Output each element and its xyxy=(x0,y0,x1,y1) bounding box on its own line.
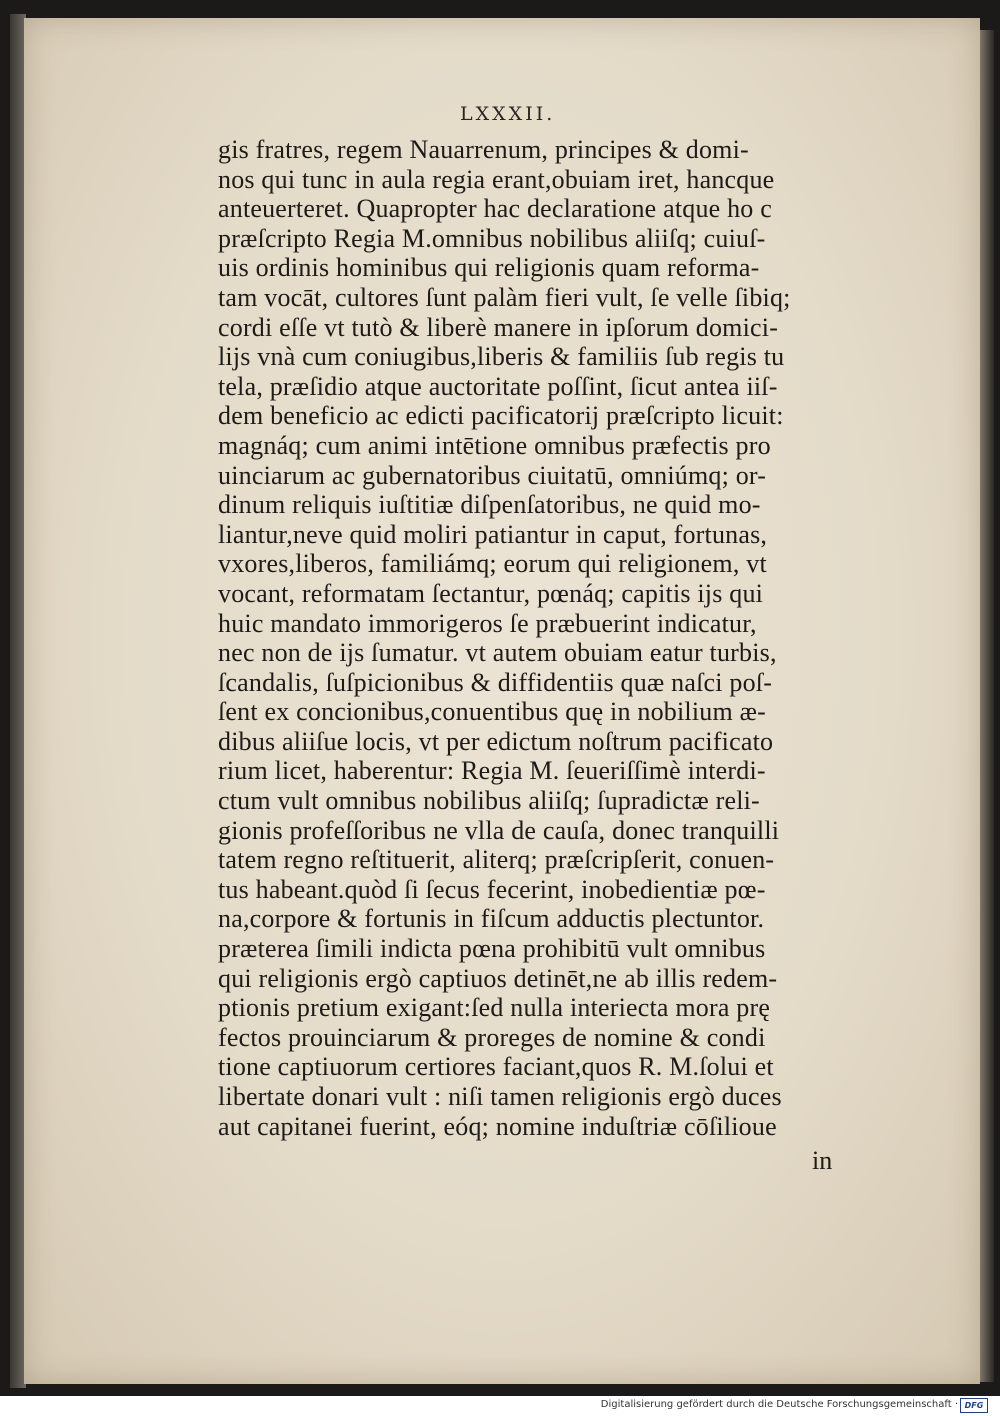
text-line: lijs vnà cum coniugibus,liberis & familiis ſub regis tu xyxy=(218,342,785,372)
text-line: cordi eſſe vt tutò & liberè manere in ipſorum domici- xyxy=(218,312,779,342)
text-line: uinciarum ac gubernatoribus ciuitatū, omniúmq; or- xyxy=(218,460,767,490)
text-line: rium licet, haberentur: Regia M. ſeueriſſimè interdi- xyxy=(218,756,766,786)
text-line: gis fratres, regem Nauarrenum, principes & domi- xyxy=(218,135,749,164)
text-line: ſcandalis, ſuſpicionibus & diffidentiis quæ naſci poſ- xyxy=(218,667,773,697)
text-line: tione captiuorum certiores faciant,quos R. M.ſolui et xyxy=(218,1052,774,1082)
text-line: tela, præſidio atque auctoritate poſſint, ſicut antea iiſ- xyxy=(218,371,778,401)
text-line: qui religionis ergò captiuos detinēt,ne ab illis redem- xyxy=(218,963,778,993)
text-line: ſent ex concionibus,conuentibus quę in nobilium æ- xyxy=(218,697,766,727)
text-line: na,corpore & fortunis in fiſcum adductis plectuntor. xyxy=(218,904,765,934)
text-line: tus habeant.quòd ſi ſecus fecerint, inobedientiæ pœ- xyxy=(218,874,766,904)
body-text xyxy=(218,135,848,1141)
text-line: gionis profeſſoribus ne vlla de cauſa, donec tranquilli xyxy=(218,815,780,845)
text-line: ptionis pretium exigant:ſed nulla interiecta mora prę xyxy=(218,993,771,1023)
text-line: dibus aliiſue locis, vt per edictum noſtrum pacificato xyxy=(218,726,774,756)
text-line: huic mandato immorigeros ſe præbuerint indicatur, xyxy=(218,608,757,638)
text-line: libertate donari vult : niſi tamen religionis ergò duces xyxy=(218,1082,782,1111)
catchword: in xyxy=(812,1146,833,1175)
text-line: dinum reliquis iuſtitiæ diſpenſatoribus, ne quid mo- xyxy=(218,490,761,520)
funding-credit: Digitalisierung gefördert durch die Deutsche Forschungsgemeinschaft · xyxy=(600,1399,958,1410)
text-line: dem beneficio ac edicti pacificatorij præſcripto licuit: xyxy=(218,401,784,431)
text-line: ctum vult omnibus nobilibus aliiſq; ſupradictæ reli- xyxy=(218,786,760,816)
dfg-logo: DFG xyxy=(960,1398,988,1413)
text-line: liantur,neve quid moliri patiantur in caput, fortunas, xyxy=(218,519,768,549)
text-line: tatem regno reſtituerit, aliterq; præſcripſerit, conuen- xyxy=(218,845,775,875)
text-line: uis ordinis hominibus qui religionis quam reforma- xyxy=(218,253,760,283)
text-line: fectos prouinciarum & proreges de nomine & condi xyxy=(218,1022,766,1052)
text-line: præterea ſimili indicta pœna prohibitū vult omnibus xyxy=(218,934,766,964)
text-line: aut capitanei fuerint, eóq; nomine induſtriæ cōſilioue xyxy=(218,1111,777,1141)
text-line: nec non de ijs ſumatur. vt autem obuiam eatur turbis, xyxy=(218,638,777,668)
text-line: tam vocāt, cultores ſunt palàm fieri vult, ſe velle ſibiq; xyxy=(218,282,791,312)
text-line: vocant, reformatam ſectantur, pœnáq; capitis ijs qui xyxy=(218,578,764,608)
text-line: præſcripto Regia M.omnibus nobilibus aliiſq; cuiuſ- xyxy=(218,223,766,253)
text-line: anteuerteret. Quapropter hac declaratione atque ho c xyxy=(218,194,772,224)
folio-number: LXXXII. xyxy=(460,103,556,125)
text-line: magnáq; cum animi intētione omnibus præfectis pro xyxy=(218,430,771,460)
book-edge-right xyxy=(980,30,994,1382)
text-line: vxores,liberos, familiámq; eorum qui religionem, vt xyxy=(218,549,767,579)
text-line: nos qui tunc in aula regia erant,obuiam iret, hancque xyxy=(218,164,775,194)
